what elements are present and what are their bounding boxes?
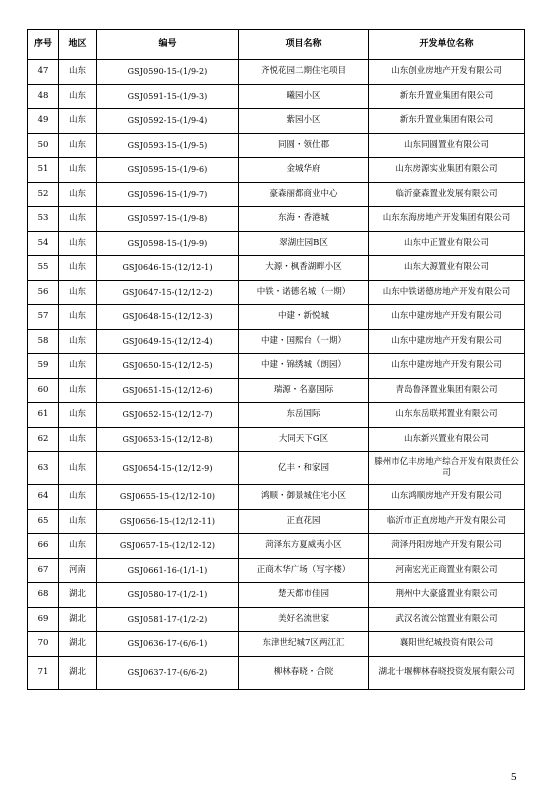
cell-code: GSJ0654-15-(12/12-9) <box>97 452 239 485</box>
cell-region: 河南 <box>59 558 97 583</box>
table-row <box>28 109 525 134</box>
cell-index: 53 <box>28 207 59 232</box>
table-row <box>28 509 525 534</box>
cell-index: 68 <box>28 583 59 608</box>
cell-developer: 山东同圆置业有限公司 <box>369 133 525 158</box>
cell-index: 60 <box>28 378 59 403</box>
cell-region: 山东 <box>59 354 97 379</box>
table-row <box>28 583 525 608</box>
cell-developer: 临沂豪森置业发展有限公司 <box>369 182 525 207</box>
cell-index: 62 <box>28 427 59 452</box>
header-index: 序号 <box>28 30 59 60</box>
cell-code: GSJ0580-17-(1/2-1) <box>97 583 239 608</box>
cell-index: 66 <box>28 534 59 559</box>
cell-index: 64 <box>28 485 59 510</box>
cell-developer: 山东中建房地产开发有限公司 <box>369 329 525 354</box>
cell-region: 山东 <box>59 207 97 232</box>
cell-developer: 滕州市亿丰房地产综合开发有限责任公司 <box>369 452 525 485</box>
cell-code: GSJ0598-15-(1/9-9) <box>97 231 239 256</box>
cell-developer: 临沂市正直房地产开发有限公司 <box>369 509 525 534</box>
cell-index: 70 <box>28 632 59 657</box>
cell-developer: 山东东岳联邦置业有限公司 <box>369 403 525 428</box>
table-row <box>28 231 525 256</box>
cell-region: 山东 <box>59 305 97 330</box>
cell-project: 中铁・诺德名城（一期） <box>239 280 369 305</box>
cell-index: 71 <box>28 656 59 689</box>
cell-index: 55 <box>28 256 59 281</box>
cell-developer: 山东创业房地产开发有限公司 <box>369 60 525 85</box>
cell-region: 山东 <box>59 133 97 158</box>
table-row <box>28 305 525 330</box>
cell-project: 大源・枫香湖畔小区 <box>239 256 369 281</box>
cell-index: 69 <box>28 607 59 632</box>
cell-index: 57 <box>28 305 59 330</box>
table-row <box>28 558 525 583</box>
cell-project: 菏泽东方夏威夷小区 <box>239 534 369 559</box>
page-number: 5 <box>511 771 517 783</box>
table-row <box>28 60 525 85</box>
table-body <box>28 60 525 690</box>
cell-project: 正直花园 <box>239 509 369 534</box>
cell-index: 59 <box>28 354 59 379</box>
table-row <box>28 427 525 452</box>
header-developer: 开发单位名称 <box>369 30 525 60</box>
cell-code: GSJ0591-15-(1/9-3) <box>97 84 239 109</box>
table-row <box>28 607 525 632</box>
cell-project: 美好名流世家 <box>239 607 369 632</box>
cell-region: 山东 <box>59 329 97 354</box>
cell-developer: 山东中正置业有限公司 <box>369 231 525 256</box>
cell-code: GSJ0649-15-(12/12-4) <box>97 329 239 354</box>
cell-code: GSJ0646-15-(12/12-1) <box>97 256 239 281</box>
cell-project: 鸿顺・御景城住宅小区 <box>239 485 369 510</box>
table-row <box>28 256 525 281</box>
cell-developer: 菏泽丹阳房地产开发有限公司 <box>369 534 525 559</box>
cell-project: 柳林春晓・合院 <box>239 656 369 689</box>
cell-region: 湖北 <box>59 656 97 689</box>
cell-code: GSJ0637-17-(6/6-2) <box>97 656 239 689</box>
cell-developer: 山东房源实业集团有限公司 <box>369 158 525 183</box>
cell-code: GSJ0651-15-(12/12-6) <box>97 378 239 403</box>
cell-index: 48 <box>28 84 59 109</box>
cell-code: GSJ0661-16-(1/1-1) <box>97 558 239 583</box>
cell-code: GSJ0656-15-(12/12-11) <box>97 509 239 534</box>
cell-project: 正商木华广场（写字楼） <box>239 558 369 583</box>
cell-project: 金城华府 <box>239 158 369 183</box>
cell-project: 曦园小区 <box>239 84 369 109</box>
cell-project: 紫园小区 <box>239 109 369 134</box>
cell-project: 翠湖庄园B区 <box>239 231 369 256</box>
cell-index: 54 <box>28 231 59 256</box>
cell-project: 东岳国际 <box>239 403 369 428</box>
cell-region: 湖北 <box>59 583 97 608</box>
cell-region: 山东 <box>59 256 97 281</box>
cell-developer: 山东鸿顺房地产开发有限公司 <box>369 485 525 510</box>
cell-code: GSJ0593-15-(1/9-5) <box>97 133 239 158</box>
cell-code: GSJ0596-15-(1/9-7) <box>97 182 239 207</box>
cell-index: 67 <box>28 558 59 583</box>
table-row <box>28 158 525 183</box>
cell-region: 山东 <box>59 280 97 305</box>
table-row <box>28 354 525 379</box>
table-row <box>28 378 525 403</box>
table-row <box>28 133 525 158</box>
cell-region: 山东 <box>59 427 97 452</box>
cell-project: 豪森丽都商业中心 <box>239 182 369 207</box>
cell-region: 山东 <box>59 378 97 403</box>
cell-code: GSJ0590-15-(1/9-2) <box>97 60 239 85</box>
cell-region: 山东 <box>59 534 97 559</box>
table-header-row <box>28 30 525 60</box>
header-region: 地区 <box>59 30 97 60</box>
cell-developer: 山东东海房地产开发集团有限公司 <box>369 207 525 232</box>
cell-developer: 武汉名流公馆置业有限公司 <box>369 607 525 632</box>
cell-code: GSJ0636-17-(6/6-1) <box>97 632 239 657</box>
cell-region: 山东 <box>59 182 97 207</box>
cell-index: 56 <box>28 280 59 305</box>
table-row <box>28 403 525 428</box>
cell-project: 齐悦花园二期住宅项目 <box>239 60 369 85</box>
cell-project: 中建・新悦城 <box>239 305 369 330</box>
cell-project: 中建・国熙台（一期） <box>239 329 369 354</box>
cell-developer: 河南宏光正商置业有限公司 <box>369 558 525 583</box>
cell-region: 山东 <box>59 403 97 428</box>
cell-developer: 新东升置业集团有限公司 <box>369 84 525 109</box>
cell-code: GSJ0655-15-(12/12-10) <box>97 485 239 510</box>
cell-developer: 荆州中大豪盛置业有限公司 <box>369 583 525 608</box>
cell-region: 山东 <box>59 84 97 109</box>
table-row <box>28 329 525 354</box>
table-row <box>28 632 525 657</box>
cell-developer: 山东中建房地产开发有限公司 <box>369 305 525 330</box>
cell-index: 47 <box>28 60 59 85</box>
cell-code: GSJ0650-15-(12/12-5) <box>97 354 239 379</box>
cell-code: GSJ0652-15-(12/12-7) <box>97 403 239 428</box>
cell-project: 瑞源・名嘉国际 <box>239 378 369 403</box>
cell-project: 亿丰・和家园 <box>239 452 369 485</box>
cell-code: GSJ0581-17-(1/2-2) <box>97 607 239 632</box>
cell-project: 中建・锦绣城（朗园） <box>239 354 369 379</box>
cell-project: 同圆・领仕郡 <box>239 133 369 158</box>
cell-index: 52 <box>28 182 59 207</box>
cell-code: GSJ0653-15-(12/12-8) <box>97 427 239 452</box>
cell-developer: 山东中铁诺德房地产开发有限公司 <box>369 280 525 305</box>
header-project: 项目名称 <box>239 30 369 60</box>
cell-index: 50 <box>28 133 59 158</box>
cell-region: 山东 <box>59 452 97 485</box>
cell-region: 山东 <box>59 231 97 256</box>
table-row <box>28 207 525 232</box>
cell-code: GSJ0647-15-(12/12-2) <box>97 280 239 305</box>
cell-code: GSJ0597-15-(1/9-8) <box>97 207 239 232</box>
cell-developer: 襄阳世纪城投资有限公司 <box>369 632 525 657</box>
cell-code: GSJ0592-15-(1/9-4) <box>97 109 239 134</box>
cell-region: 山东 <box>59 60 97 85</box>
cell-region: 山东 <box>59 509 97 534</box>
cell-code: GSJ0657-15-(12/12-12) <box>97 534 239 559</box>
table-row <box>28 84 525 109</box>
project-table <box>27 29 525 690</box>
cell-project: 东津世纪城7区两江汇 <box>239 632 369 657</box>
cell-region: 山东 <box>59 485 97 510</box>
cell-developer: 新东升置业集团有限公司 <box>369 109 525 134</box>
table-row <box>28 534 525 559</box>
cell-index: 51 <box>28 158 59 183</box>
cell-index: 58 <box>28 329 59 354</box>
cell-region: 山东 <box>59 158 97 183</box>
cell-index: 49 <box>28 109 59 134</box>
cell-developer: 山东中建房地产开发有限公司 <box>369 354 525 379</box>
cell-index: 65 <box>28 509 59 534</box>
cell-project: 东海・香港城 <box>239 207 369 232</box>
cell-code: GSJ0648-15-(12/12-3) <box>97 305 239 330</box>
cell-developer: 湖北十堰柳林春晓投资发展有限公司 <box>369 656 525 689</box>
table-row <box>28 656 525 689</box>
cell-developer: 青岛鲁泽置业集团有限公司 <box>369 378 525 403</box>
cell-code: GSJ0595-15-(1/9-6) <box>97 158 239 183</box>
cell-region: 湖北 <box>59 632 97 657</box>
table-row <box>28 182 525 207</box>
cell-region: 湖北 <box>59 607 97 632</box>
cell-index: 63 <box>28 452 59 485</box>
cell-region: 山东 <box>59 109 97 134</box>
cell-developer: 山东大源置业有限公司 <box>369 256 525 281</box>
cell-project: 大同天下G区 <box>239 427 369 452</box>
header-code: 编号 <box>97 30 239 60</box>
cell-developer: 山东新兴置业有限公司 <box>369 427 525 452</box>
table-row <box>28 485 525 510</box>
cell-project: 楚天都市佳园 <box>239 583 369 608</box>
table-row <box>28 280 525 305</box>
table-row <box>28 452 525 485</box>
cell-index: 61 <box>28 403 59 428</box>
